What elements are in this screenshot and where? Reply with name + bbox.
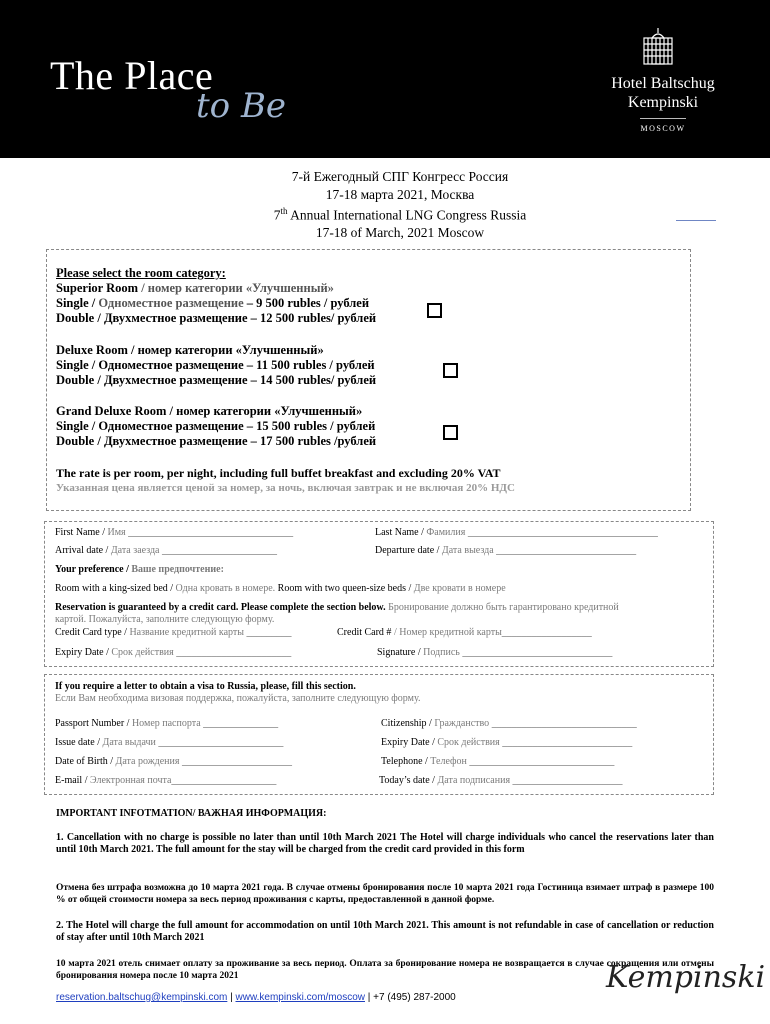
dob-label: Date of Birth / bbox=[55, 756, 116, 767]
reservation-email-link[interactable]: reservation.baltschug@kempinski.com bbox=[56, 992, 228, 1003]
signature-line: ______________________________ bbox=[459, 647, 613, 658]
deluxe-double-option bbox=[56, 373, 376, 388]
signature-label: Signature / bbox=[377, 647, 424, 658]
hotel-name-line1: Hotel Baltschug bbox=[611, 75, 715, 92]
footer-separator: | bbox=[364, 992, 374, 1003]
card-number-field[interactable] bbox=[337, 627, 592, 639]
passport-expiry-line: __________________________ bbox=[499, 737, 633, 748]
email-line: _____________________ bbox=[171, 775, 277, 786]
grand-deluxe-single-option: Single / Одноместное размещение – 15 500 rubles / рублей bbox=[56, 419, 376, 433]
issue-date-label-ru: Дата выдачи bbox=[102, 737, 156, 748]
superior-title-en: Superior Room bbox=[56, 281, 139, 295]
passport-expiry-label-ru: Срок действия bbox=[437, 737, 500, 748]
cancellation-policy-ru: Отмена без штрафа возможна до 10 марта 2021 года. В случае отмены бронирования после 10 марта 2021 года Гостиница взимает штраф в размере 100 % от общей стоимости номера за весь период проживания с карты, предоставленной в данной форме. bbox=[56, 883, 714, 905]
signature-field[interactable] bbox=[377, 647, 612, 659]
telephone-line: _____________________________ bbox=[466, 756, 615, 767]
first-name-label: First Name / bbox=[55, 527, 108, 538]
departure-label-ru: Дата выезда bbox=[441, 545, 494, 556]
rate-note-ru: Указанная цена является ценой за номер, за ночь, включая завтрак и не включая 20% НДС bbox=[56, 482, 515, 494]
card-number-label-ru: / Номер кредитной карты bbox=[393, 627, 502, 638]
date-of-birth-field[interactable] bbox=[55, 756, 292, 768]
room-selection-heading: Please select the room category: bbox=[56, 266, 226, 280]
passport-expiry-label: Expiry Date / bbox=[381, 737, 438, 748]
citizenship-field[interactable] bbox=[381, 718, 637, 730]
card-expiry-label: Expiry Date / bbox=[55, 647, 112, 658]
important-heading: IMPORTANT INFOTMATION/ ВАЖНАЯ ИНФОРМАЦИЯ: bbox=[56, 808, 327, 819]
departure-line: ____________________________ bbox=[493, 545, 637, 556]
grand-deluxe-double-option bbox=[56, 434, 376, 449]
decorative-dash bbox=[676, 220, 716, 221]
first-name-label-ru: Имя bbox=[107, 527, 126, 538]
signature-label-ru: Подпись bbox=[423, 647, 460, 658]
hotel-city: MOSCOW bbox=[640, 124, 686, 133]
telephone-field[interactable] bbox=[381, 756, 614, 768]
payment-policy-ru: 10 марта 2021 отель снимает оплату за проживание за весь период. Оплата за бронирование номера не возвращается в случае сокращения или отмены бронирования номера после 10 марта 2021 bbox=[56, 959, 714, 981]
issue-date-field[interactable] bbox=[55, 737, 283, 749]
issue-date-label: Issue date / bbox=[55, 737, 103, 748]
bed-preference-options bbox=[55, 583, 506, 595]
tagline-line1: The Place bbox=[50, 53, 214, 98]
citizenship-label-ru: Гражданство bbox=[434, 718, 490, 729]
hotel-divider bbox=[640, 118, 686, 119]
email-label: E-mail / bbox=[55, 775, 90, 786]
superior-room-title bbox=[56, 281, 334, 296]
rate-note-en: The rate is per room, per night, including full buffet breakfast and excluding 20% VAT bbox=[56, 466, 501, 480]
guarantee-note-line2 bbox=[55, 614, 274, 626]
card-type-line: _________ bbox=[244, 627, 292, 638]
arrival-label: Arrival date / bbox=[55, 545, 111, 556]
superior-single-en: Single / bbox=[56, 296, 99, 310]
footer-contacts bbox=[56, 992, 456, 1003]
first-name-line: _________________________________ bbox=[125, 527, 294, 538]
grand-double-ru: Двухместное размещение – 17 500 rubles /рублей bbox=[103, 434, 377, 448]
visa-heading: If you require a letter to obtain a visa to Russia, please, fill this section. bbox=[55, 681, 356, 692]
departure-date-field[interactable] bbox=[375, 545, 636, 557]
kempinski-logo: Kempinski bbox=[606, 960, 766, 995]
card-number-label: Credit Card # bbox=[337, 627, 394, 638]
cancellation-policy-en: 1. Cancellation with no charge is possible no later than until 10th March 2021 The Hotel will charge individuals who cancel the reservations later than until 10th March 2021. The full amount for the stay will be charged from the credit card provided in this form bbox=[56, 832, 714, 855]
last-name-label-ru: Фамилия bbox=[426, 527, 466, 538]
card-type-label-ru: Название кредитной карты bbox=[129, 627, 244, 638]
todays-date-label-ru: Дата подписания bbox=[437, 775, 511, 786]
superior-single-price: – 9 500 rubles / рублей bbox=[243, 296, 370, 310]
passport-label: Passport Number / bbox=[55, 718, 132, 729]
email-label-ru: Электронная почта bbox=[90, 775, 172, 786]
bed-king-option-ru: Одна кровать в номере. bbox=[175, 583, 276, 594]
telephone-label-ru: Телефон bbox=[430, 756, 467, 767]
guarantee-note-ru1: Бронирование должно быть гарантировано кредитной bbox=[385, 602, 619, 613]
payment-policy-en: 2. The Hotel will charge the full amount for accommodation on until 10th March 2021. This amount is not refundable in case of cancellation or reduction of stay after until 10th March 2021 bbox=[56, 920, 714, 943]
visa-heading-ru bbox=[55, 693, 420, 705]
deluxe-room-title: Deluxe Room / номер категории «Улучшенный» bbox=[56, 343, 324, 357]
todays-date-label: Today’s date / bbox=[379, 775, 438, 786]
footer-phone: +7 (495) 287-2000 bbox=[373, 992, 456, 1003]
arrival-date-field[interactable] bbox=[55, 545, 277, 557]
bed-king-option[interactable]: Room with a king-sized bed / bbox=[55, 583, 176, 594]
email-field[interactable] bbox=[55, 775, 276, 787]
superior-single-option bbox=[56, 296, 369, 311]
event-ordinal-suffix: th bbox=[280, 206, 288, 216]
superior-single-ru: Одноместное размещение bbox=[98, 296, 244, 310]
event-ordinal: 7 bbox=[273, 207, 281, 223]
card-type-label: Credit Card type / bbox=[55, 627, 130, 638]
hotel-name-line2: Kempinski bbox=[627, 94, 699, 111]
hotel-building-icon bbox=[640, 26, 676, 66]
grand-double-en: Double / bbox=[56, 434, 104, 448]
issue-date-line: _________________________ bbox=[155, 737, 284, 748]
preference-label: Your preference / bbox=[55, 564, 132, 575]
dob-label-ru: Дата рождения bbox=[115, 756, 180, 767]
deluxe-double-en: Double / bbox=[56, 373, 104, 387]
bed-queen-option[interactable]: Room with two queen-size beds / bbox=[275, 583, 414, 594]
deluxe-double-ru: Двухместное размещение – 14 500 rubles/ рублей bbox=[103, 373, 377, 387]
dob-line: ______________________ bbox=[179, 756, 292, 767]
card-expiry-label-ru: Срок действия bbox=[111, 647, 174, 658]
arrival-line: _______________________ bbox=[159, 545, 277, 556]
departure-label: Departure date / bbox=[375, 545, 442, 556]
guarantee-note-ru2: картой. Пожалуйста, заполните следующую форму. bbox=[55, 614, 275, 625]
event-date-en: 17-18 of March, 2021 Moscow bbox=[315, 225, 485, 240]
first-name-field[interactable] bbox=[55, 527, 293, 539]
card-expiry-line: _______________________ bbox=[173, 647, 292, 658]
telephone-label: Telephone / bbox=[381, 756, 431, 767]
event-title-en-rest: Annual International LNG Congress Russia bbox=[287, 207, 527, 223]
superior-room-checkbox[interactable] bbox=[427, 303, 442, 318]
deluxe-single-option: Single / Одноместное размещение – 11 500 rubles / рублей bbox=[56, 358, 375, 372]
card-expiry-field[interactable] bbox=[55, 647, 291, 659]
passport-number-field[interactable] bbox=[55, 718, 278, 730]
last-name-field[interactable] bbox=[375, 527, 658, 539]
visa-heading-ru-text: Если Вам необходима визовая поддержка, пожалуйста, заполните следующую форму. bbox=[55, 693, 421, 704]
arrival-label-ru: Дата заезда bbox=[110, 545, 160, 556]
event-title-ru: 7-й Ежегодный СПГ Конгресс Россия bbox=[291, 169, 509, 184]
card-number-line: __________________ bbox=[501, 627, 592, 638]
header-banner bbox=[0, 0, 770, 158]
card-type-field[interactable] bbox=[55, 627, 292, 639]
website-link[interactable]: www.kempinski.com/moscow bbox=[235, 992, 365, 1003]
passport-line: _______________ bbox=[200, 718, 279, 729]
todays-date-line: ______________________ bbox=[510, 775, 623, 786]
passport-label-ru: Номер паспорта bbox=[131, 718, 201, 729]
preference-heading bbox=[55, 564, 224, 576]
event-title-en bbox=[150, 203, 650, 224]
grand-deluxe-room-title: Grand Deluxe Room / номер категории «Улучшенный» bbox=[56, 404, 363, 418]
citizenship-label: Citizenship / bbox=[381, 718, 435, 729]
last-name-line: ______________________________________ bbox=[465, 527, 658, 538]
last-name-label: Last Name / bbox=[375, 527, 427, 538]
todays-date-field[interactable] bbox=[379, 775, 623, 787]
passport-expiry-field[interactable] bbox=[381, 737, 632, 749]
tagline-line2: to Be bbox=[196, 86, 287, 126]
superior-double-en: Double / bbox=[56, 311, 104, 325]
bed-queen-option-ru: Две кровати в номере bbox=[413, 583, 506, 594]
guarantee-note-en: Reservation is guaranteed by a credit card. Please complete the section below. bbox=[55, 602, 386, 613]
hotel-name bbox=[596, 74, 730, 112]
citizenship-line: _____________________________ bbox=[489, 718, 637, 729]
event-date-ru: 17-18 марта 2021, Москва bbox=[325, 186, 475, 202]
guarantee-note bbox=[55, 602, 619, 614]
footer-separator: | bbox=[227, 992, 236, 1003]
preference-label-ru: Ваше предпочтение: bbox=[131, 564, 224, 575]
superior-double-ru: Двухместное размещение – 12 500 rubles/ рублей bbox=[103, 311, 377, 325]
deluxe-room-checkbox[interactable] bbox=[443, 363, 458, 378]
grand-deluxe-room-checkbox[interactable] bbox=[443, 425, 458, 440]
superior-title-ru: / номер категории «Улучшенный» bbox=[138, 281, 334, 295]
event-title-block bbox=[150, 168, 650, 242]
superior-double-option bbox=[56, 311, 376, 326]
